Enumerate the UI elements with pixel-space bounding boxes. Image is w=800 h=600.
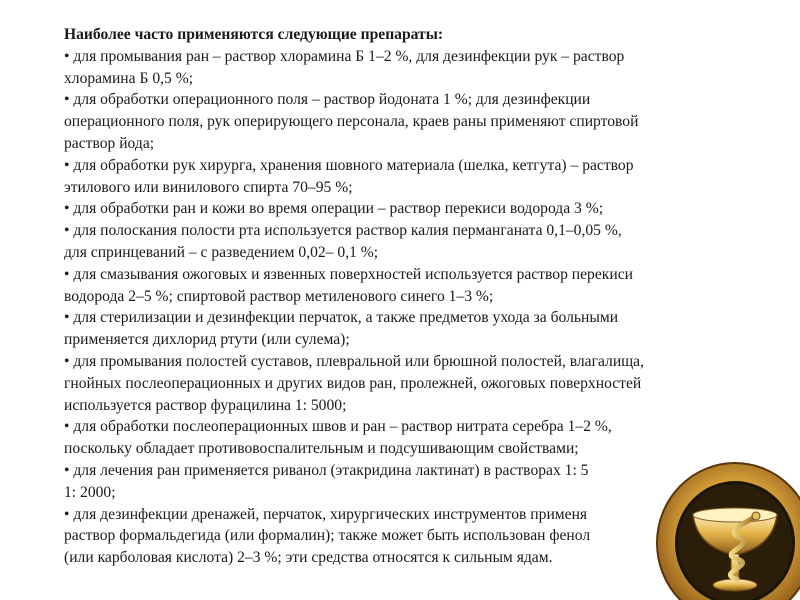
text-line: • для смазывания ожоговых и язвенных поверхностей используется раствор перекиси — [64, 265, 633, 283]
text-line: • для дезинфекции дренажей, перчаток, хирургических инструментов применя — [64, 505, 588, 523]
text-line: • для обработки послеоперационных швов и ран – раствор нитрата серебра 1–2 %, — [64, 418, 612, 436]
text-line: • для обработки операционного поля – раствор йодоната 1 %; для дезинфекции — [64, 91, 591, 109]
text-line: • для обработки рук хирурга, хранения шовного материала (шелка, кетгута) – раствор — [64, 156, 634, 174]
text-line: раствор формальдегида (или формалин); также может быть использован фенол — [64, 527, 591, 545]
text-line: (или карболовая кислота) 2–3 %; эти средства относятся к сильным ядам. — [64, 549, 553, 567]
pharmacy-bowl-of-hygieia-icon — [645, 455, 800, 600]
text-line: хлорамина Б 0,5 %; — [64, 69, 194, 87]
text-line: этилового или винилового спирта 70–95 %; — [64, 178, 353, 196]
text-line: • для полоскания полости рта используется раствор калия перманганата 0,1–0,05 %, — [64, 222, 622, 240]
slide-heading: Наиболее часто применяются следующие препараты: — [64, 26, 444, 43]
text-line: поскольку обладает противовоспалительным и подсушивающим свойствами; — [64, 440, 579, 458]
text-line: 1: 2000; — [64, 483, 116, 501]
text-line: применяется дихлорид ртути (или сулема); — [64, 331, 350, 349]
text-line: • для промывания полостей суставов, плевральной или брюшной полостей, влагалища, — [64, 352, 645, 370]
text-line: раствор йода; — [64, 134, 155, 152]
text-line: гнойных послеоперационных и других видов ран, пролежней, ожоговых поверхностей — [64, 374, 642, 392]
text-line: • для обработки ран и кожи во время операции – раствор перекиси водорода 3 %; — [64, 200, 604, 218]
text-line: • для промывания ран – раствор хлорамина Б 1–2 %, для дезинфекции рук – раствор — [64, 47, 625, 65]
text-line: • для стерилизации и дезинфекции перчаток, а также предметов ухода за больными — [64, 309, 619, 327]
text-line: • для лечения ран применяется риванол (этакридина лактинат) в растворах 1: 5 — [64, 461, 589, 479]
text-line: операционного поля, рук оперирующего персонала, краев раны применяют спиртовой — [64, 113, 639, 131]
text-line: используется раствор фурацилина 1: 5000; — [64, 396, 347, 414]
text-line: для спринцеваний – с разведением 0,02– 0,1 %; — [64, 243, 379, 261]
text-line: водорода 2–5 %; спиртовой раствор метиленового синего 1–3 %; — [64, 287, 494, 305]
